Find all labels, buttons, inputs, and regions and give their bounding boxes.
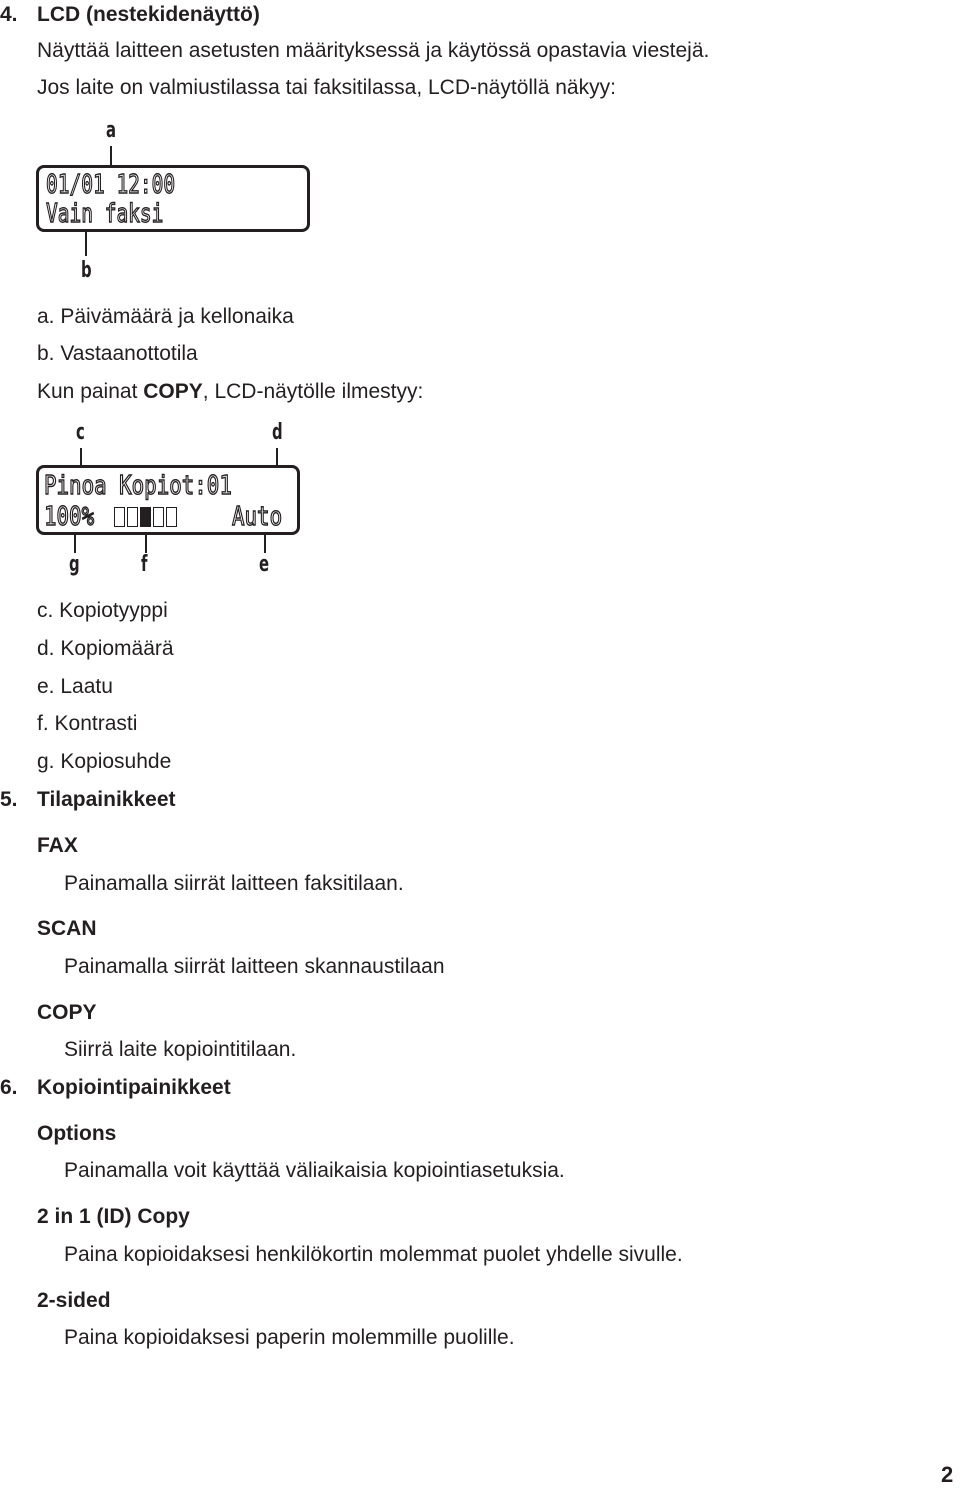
section-4-line-2: Jos laite on valmiustilassa tai faksitilassa, LCD-näytöllä näkyy:: [37, 76, 616, 99]
section-6-title: Kopiointipainikkeet: [37, 1076, 231, 1099]
legend-c: c. Kopiotyyppi: [37, 599, 168, 622]
legend-g: g. Kopiosuhde: [37, 750, 172, 773]
lcd-display-standby: [36, 165, 310, 232]
legend-f: f. Kontrasti: [37, 712, 138, 735]
legend-a: a. Päivämäärä ja kellonaika: [37, 305, 294, 328]
callout-f: f: [141, 552, 148, 577]
lcd-contrast-bar: [114, 507, 179, 530]
fax-description: Painamalla siirrät laitteen faksitilaan.: [64, 872, 404, 895]
legend-b: b. Vastaanottotila: [37, 342, 198, 365]
lcd-quality: Auto: [232, 502, 283, 532]
legend-e: e. Laatu: [37, 675, 113, 698]
callout-f-line: [145, 535, 147, 553]
copy-intro: [37, 379, 423, 405]
callout-a: a: [106, 118, 117, 143]
callout-d-line: [276, 448, 278, 466]
lcd-copy-settings-row: [44, 502, 294, 532]
section-4-number: 4.: [0, 3, 18, 26]
callout-c-line: [80, 448, 82, 466]
lcd-date-time: 01/01 12:00: [46, 170, 176, 200]
callout-g-line: [74, 535, 76, 553]
section-5-number: 5.: [0, 788, 18, 811]
contrast-cell: [114, 507, 125, 527]
callout-d: d: [272, 420, 283, 445]
lcd-copy-type-and-count: Pinoa Kopiot:01: [44, 471, 232, 501]
two-sided-label: 2-sided: [37, 1289, 111, 1312]
callout-e-line: [264, 535, 266, 553]
callout-g: g: [69, 552, 80, 577]
lcd-display-copy: [36, 465, 300, 535]
section-4-title: LCD (nestekidenäyttö): [37, 3, 260, 26]
id-copy-description: Paina kopioidaksesi henkilökortin molemmat puolet yhdelle sivulle.: [64, 1243, 683, 1266]
options-label: Options: [37, 1122, 117, 1145]
contrast-cell-active: [140, 507, 151, 527]
fax-label: FAX: [37, 834, 78, 857]
copy-intro-before: Kun painat: [37, 380, 144, 403]
copy-label: COPY: [37, 1001, 97, 1024]
scan-description: Painamalla siirrät laitteen skannaustilaan: [64, 955, 445, 978]
callout-e: e: [259, 552, 270, 577]
section-4-line-1: Näyttää laitteen asetusten määrityksessä ja käytössä opastavia viestejä.: [37, 39, 710, 62]
contrast-cell: [153, 507, 164, 527]
scan-label: SCAN: [37, 917, 97, 940]
callout-c: c: [76, 420, 85, 445]
page-number: 2: [941, 1462, 954, 1487]
lcd-reception-mode: Vain faksi: [46, 199, 164, 229]
callout-b: b: [81, 258, 92, 283]
id-copy-label: 2 in 1 (ID) Copy: [37, 1205, 190, 1228]
copy-intro-after: , LCD-näytölle ilmestyy:: [202, 380, 424, 403]
copy-key-name: COPY: [143, 380, 203, 403]
legend-d: d. Kopiomäärä: [37, 637, 174, 660]
lcd-copy-ratio: 100%: [44, 502, 95, 532]
options-description: Painamalla voit käyttää väliaikaisia kopiointiasetuksia.: [64, 1159, 565, 1182]
callout-b-line: [85, 232, 87, 256]
section-6-number: 6.: [0, 1076, 18, 1099]
contrast-cell: [127, 507, 138, 527]
section-5-title: Tilapainikkeet: [37, 788, 176, 811]
contrast-cell: [166, 507, 177, 527]
two-sided-description: Paina kopioidaksesi paperin molemmille puolille.: [64, 1326, 515, 1349]
copy-description: Siirrä laite kopiointitilaan.: [64, 1038, 297, 1061]
